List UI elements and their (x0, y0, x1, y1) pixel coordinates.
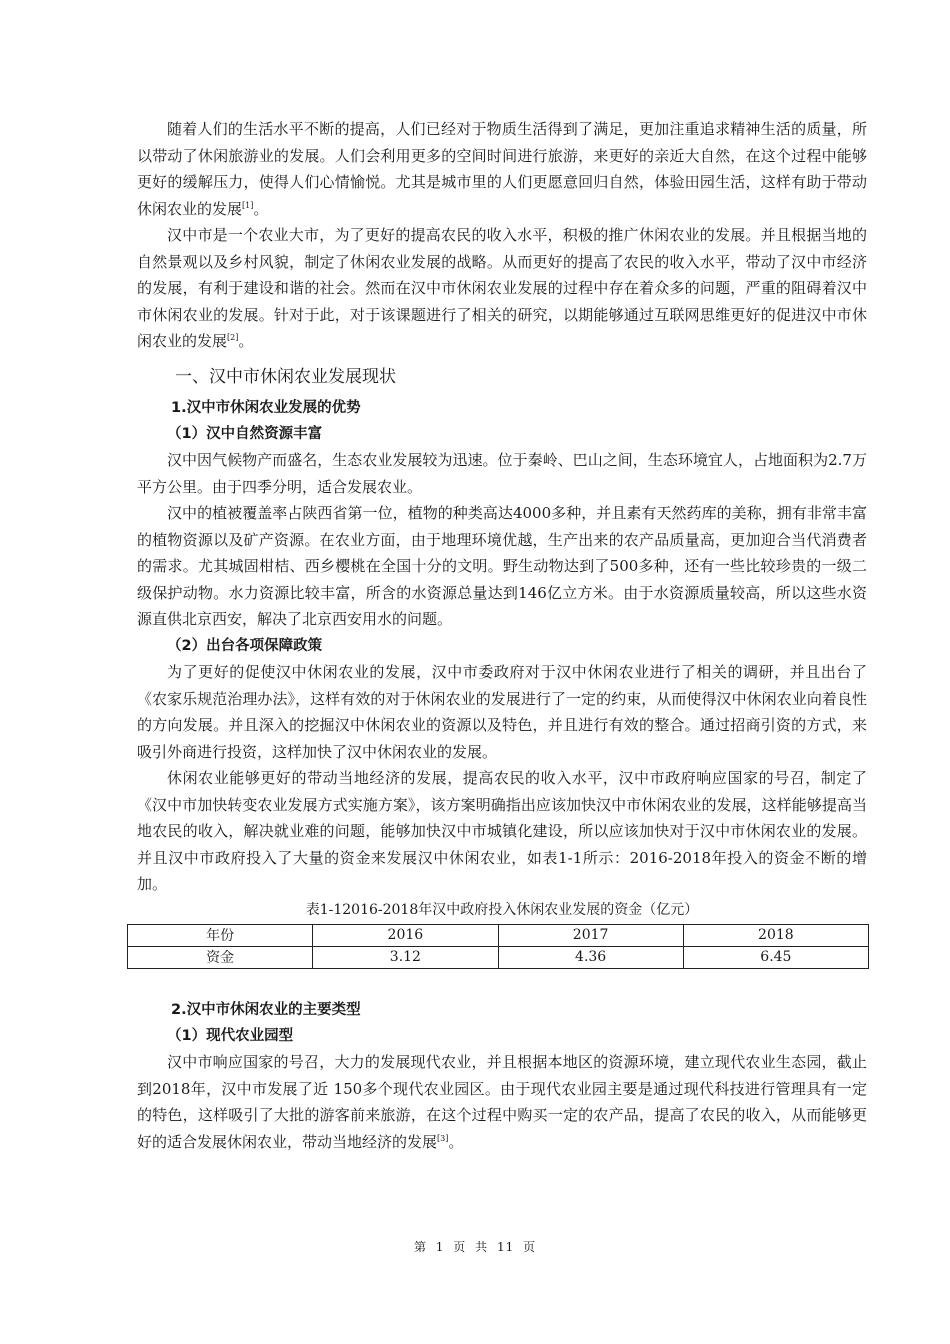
modern-park-paragraph: 汉中市响应国家的号召，大力的发展现代农业，并且根据本地区的资源环境，建立现代农业生态园，截止到2018年，汉中市发展了近 150多个现代农业园区。由于现代农业园主要是通过现代科技进行管理具有一定的特色，这样吸引了大批的游客前来旅游，在这个过程中购买一定的农产品，提高了农民的收入，从而能够更好的适合发展休闲农业，带动当地经济的发展[3]。 (137, 1053, 867, 1151)
table-header-row (128, 924, 869, 946)
table-cell: 资金 (128, 946, 313, 968)
table-cell: 6.45 (683, 946, 868, 968)
item-natural-resources-heading: （1）汉中自然资源丰富 (167, 425, 323, 442)
policies-paragraph-2: 休闲农业能够更好的带动当地经济的发展，提高农民的收入水平，汉中市政府响应国家的号召，制定了《汉中市加快转变农业发展方式实施方案》，该方案明确指出应该加快汉中市休闲农业的发展，这样能够提高当地农民的收入，解决就业难的问题，能够加快汉中市城镇化建设，所以应该加快对于汉中市休闲农业的发展。并且汉中市政府投入了大量的资金来发展汉中休闲农业，如表1-1所示：2016-2018年投入的资金不断的增加。 (137, 769, 867, 893)
citation-2[interactable]: [2] (227, 333, 239, 342)
natural-resources-paragraph-2: 汉中的植被覆盖率占陕西省第一位，植物的种类高达4000多种，并且素有天然药库的美称，拥有非常丰富的植物资源以及矿产资源。在农业方面，由于地理环境优越，生产出来的农产品质量高，更加迎合当代消费者的需求。尤其城固柑桔、西乡樱桃在全国十分的文明。野生动物达到了500多种，还有一些比较珍贵的一级二级保护动物。水力资源比较丰富，所含的水资源总量达到146亿立方米。由于水资源质量较高，所以这些水资源直供北京西安，解决了北京西安用水的问题。 (137, 504, 867, 628)
intro-paragraph-2: 汉中市是一个农业大市，为了更好的提高农民的收入水平，积极的推广休闲农业的发展。并且根据当地的自然景观以及乡村风貌，制定了休闲农业发展的战略。从而更好的提高了农民的收入水平，带动了汉中市经济的发展，有利于建设和谐的社会。然而在汉中市休闲农业发展的过程中存在着众多的问题，严重的阻碍着汉中市休闲农业的发展。针对于此，对于该课题进行了相关的研究，以期能够通过互联网思维更好的促进汉中市休闲农业的发展[2]。 (137, 226, 867, 350)
subsection-1-2-heading: 2.汉中市休闲农业的主要类型 (171, 1001, 361, 1018)
total-pages: 11 (496, 1240, 515, 1254)
section-1-heading: 一、汉中市休闲农业发展现状 (175, 366, 396, 387)
item-policies-heading: （2）出台各项保障政策 (167, 637, 323, 654)
table-cell: 3.12 (313, 946, 498, 968)
table-caption: 表1-12016-2018年汉中政府投入休闲农业发展的资金（亿元） (305, 901, 699, 918)
page-content (137, 116, 867, 1155)
intro-paragraph-1: 随着人们的生活水平不断的提高，人们已经对于物质生活得到了满足，更加注重追求精神生活的质量，所以带动了休闲旅游业的发展。人们会利用更多的空间时间进行旅游，来更好的亲近大自然，在这个过程中能够更好的缓解压力，使得人们心情愉悦。尤其是城市里的人们更愿意回归自然，体验田园生活，这样有助于带动休闲农业的发展[1]。 (137, 120, 867, 218)
table-cell: 2016 (313, 924, 498, 946)
page-footer: 第 1 页 共 11 页 (413, 1240, 537, 1254)
page-number: 1 (435, 1240, 445, 1254)
table-cell: 年份 (128, 924, 313, 946)
table-cell: 4.36 (498, 946, 683, 968)
funding-table (127, 924, 869, 969)
item-modern-park-heading: （1）现代农业园型 (167, 1027, 294, 1044)
citation-3[interactable]: [3] (437, 1133, 449, 1143)
table-cell: 2018 (683, 924, 868, 946)
natural-resources-paragraph-1: 汉中因气候物产而盛名，生态农业发展较为迅速。位于秦岭、巴山之间，生态环境宜人，占地面积为2.7万平方公里。由于四季分明，适合发展农业。 (137, 451, 867, 496)
policies-paragraph-1: 为了更好的促使汉中休闲农业的发展，汉中市委政府对于汉中休闲农业进行了相关的调研，并且出台了《农家乐规范治理办法》，这样有效的对于休闲农业的发展进行了一定的约束，从而使得汉中休闲农业向着良性的方向发展。并且深入的挖掘汉中休闲农业的资源以及特色，并且进行有效的整合。通过招商引资的方式，来吸引外商进行投资，这样加快了汉中休闲农业的发展。 (137, 663, 867, 761)
table-cell: 2017 (498, 924, 683, 946)
citation-1[interactable]: [1] (242, 200, 254, 210)
table-row (128, 946, 869, 968)
subsection-1-1-heading: 1.汉中市休闲农业发展的优势 (171, 399, 361, 416)
